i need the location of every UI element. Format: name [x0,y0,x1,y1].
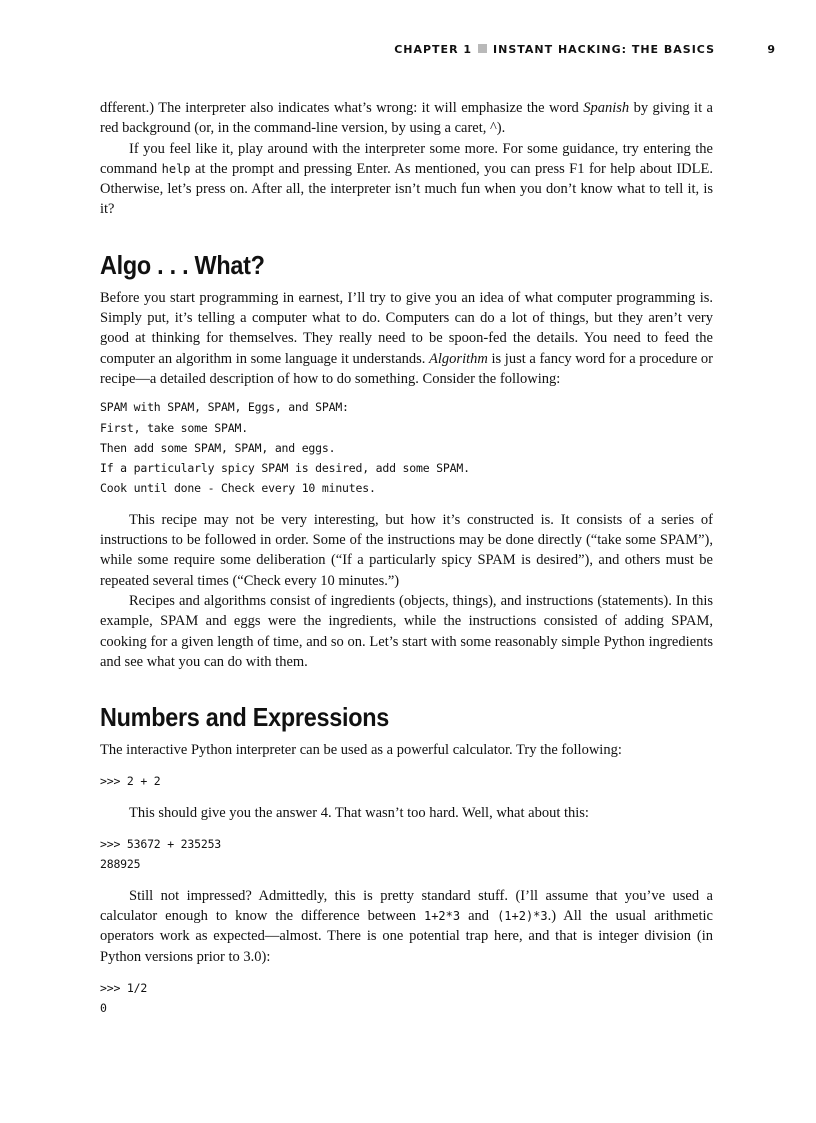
code-line: Cook until done - Check every 10 minutes. [100,481,376,496]
emphasis: Spanish [583,100,630,116]
inline-code: help [161,161,191,176]
algo-paragraph-1 [100,288,713,389]
chapter-label: CHAPTER 1 [394,43,473,56]
code-line: SPAM with SPAM, SPAM, Eggs, and SPAM: [100,400,349,415]
intro-paragraph-1 [100,98,713,139]
text-run: Before you start programming in earnest, I’ll try to give you an idea of what computer programming is. Simply put, it’s telling a computer what to do. Computers can do a lot of things, but they aren’t very good at thinking for themselves. They really need to be spoon-fed the details. You need to feed the computer an algorithm in some language it understands. [100,289,713,367]
code-line: >>> 2 + 2 [100,774,161,789]
text-run: dfferent.) The interpreter also indicates what’s wrong: it will emphasize the word [100,100,584,116]
page-body [100,98,713,1018]
text-run: at the prompt and pressing Enter. As mentioned, you can press F1 for help about IDLE. Otherwise, let’s press on. After all, the interpreter isn’t much fun when you don’t know what to tell it, is it? [100,160,713,218]
running-head-text [394,43,715,56]
section-heading-numbers: Numbers and Expressions [100,702,389,733]
text-run: and [460,907,498,924]
code-line: >>> 1/2 [100,980,148,995]
section-heading-algo: Algo . . . What? [100,249,265,280]
emphasis: Algorithm [429,350,488,367]
recipe-code-block [100,397,713,498]
code-line: 0 [100,1001,107,1016]
page-number: 9 [767,43,775,56]
text-run: .) All the usual arithmetic operators work as expected—almost. There is one potential trap here, and that is integer division (in Python versions prior to 3.0): [100,907,713,965]
code-line: >>> 53672 + 235253 [100,837,222,852]
numbers-paragraph-1: The interactive Python interpreter can be used as a powerful calculator. Try the following: [100,742,622,759]
inline-code: (1+2)*3 [497,908,548,923]
algo-paragraph-3: Recipes and algorithms consist of ingredients (objects, things), and instructions (statements). In this example, SPAM and eggs were the ingredients, while the instructions consisted of adding SPAM, cooking for a given length of time, and so on. Let’s start with some reasonably simple Python ingredients and see what you can do with them. [100,592,713,670]
algo-paragraph-2: This recipe may not be very interesting, but how it’s constructed is. It consists of a series of instructions to be followed in order. Some of the instructions may be done directly (“take some SPAM”), while some require some deliberation (“If a particularly spicy SPAM is desired”), and others must be repeated several times (“Check every 10 minutes.”) [100,511,713,589]
numbers-paragraph-3 [100,886,713,967]
code-line: First, take some SPAM. [100,420,248,435]
text-run: is just a fancy word for a procedure or recipe—a detailed description of how to do something. Consider the following: [100,350,713,387]
running-head [100,43,775,59]
code-block-3 [100,978,713,1019]
code-block-1 [100,771,713,791]
intro-paragraph-2 [100,139,713,220]
text-run: Still not impressed? Admittedly, this is pretty standard stuff. (I’ll assume that you’ve used a calculator enough to know the difference between [100,887,713,924]
text-run: If you feel like it, play around with the interpreter some more. For some guidance, try entering the command [100,140,713,177]
separator-square-icon [478,44,487,53]
code-line: Then add some SPAM, SPAM, and eggs. [100,440,336,455]
code-block-2 [100,834,713,875]
code-line: 288925 [100,857,141,872]
numbers-paragraph-2: This should give you the answer 4. That wasn’t too hard. Well, what about this: [129,804,589,821]
code-line: If a particularly spicy SPAM is desired, add some SPAM. [100,461,470,476]
inline-code: 1+2*3 [423,908,461,923]
chapter-title: INSTANT HACKING: THE BASICS [493,43,715,56]
text-run: by giving it a red background (or, in the command-line version, by using a caret, ^). [100,100,713,137]
